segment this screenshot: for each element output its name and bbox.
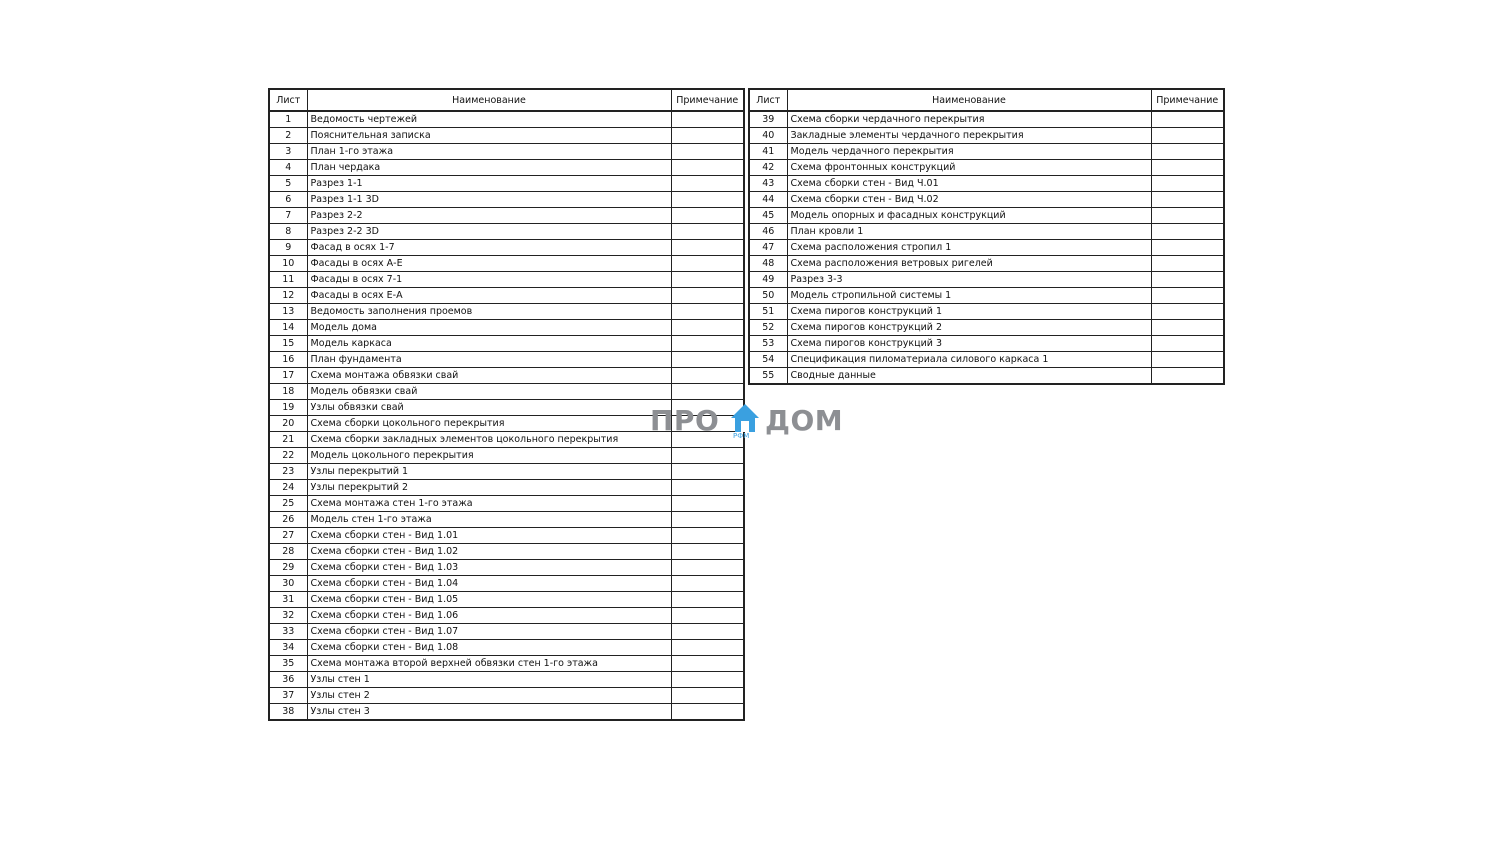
sheet-note-cell <box>1151 128 1224 144</box>
sheet-note-cell <box>1151 192 1224 208</box>
table-row <box>749 192 1224 208</box>
table-row <box>749 288 1224 304</box>
table-row <box>749 208 1224 224</box>
sheet-number-cell: 24 <box>269 480 307 496</box>
sheet-number-cell: 31 <box>269 592 307 608</box>
sheet-note-cell <box>671 704 744 721</box>
table-row <box>269 288 744 304</box>
sheet-number-cell: 38 <box>269 704 307 721</box>
sheet-note-cell <box>671 464 744 480</box>
sheet-note-cell <box>1151 272 1224 288</box>
sheet-name-cell: Разрез 2-2 3D <box>307 224 671 240</box>
table-row <box>269 272 744 288</box>
sheet-name-cell: Схема сборки стен - Вид 1.03 <box>307 560 671 576</box>
sheet-name-cell: Сводные данные <box>787 368 1151 385</box>
table-row <box>749 128 1224 144</box>
sheet-name-cell: Схема монтажа обвязки свай <box>307 368 671 384</box>
sheet-number-cell: 15 <box>269 336 307 352</box>
sheet-name-cell: Схема сборки стен - Вид 1.04 <box>307 576 671 592</box>
sheet-note-cell <box>671 144 744 160</box>
table-row <box>269 160 744 176</box>
table-row <box>749 368 1224 385</box>
table-row <box>269 656 744 672</box>
table-row <box>749 336 1224 352</box>
sheet-name-cell: Разрез 2-2 <box>307 208 671 224</box>
sheet-name-cell: Модель дома <box>307 320 671 336</box>
sheet-note-cell <box>671 688 744 704</box>
header-name: Наименование <box>787 89 1151 111</box>
sheet-name-cell: План чердака <box>307 160 671 176</box>
sheet-name-cell: Схема сборки чердачного перекрытия <box>787 111 1151 128</box>
sheet-note-cell <box>671 512 744 528</box>
sheet-note-cell <box>1151 368 1224 385</box>
sheet-number-cell: 53 <box>749 336 787 352</box>
sheet-note-cell <box>671 256 744 272</box>
table-row <box>749 272 1224 288</box>
sheet-note-cell <box>1151 176 1224 192</box>
table-row <box>269 576 744 592</box>
table-row <box>269 208 744 224</box>
sheet-number-cell: 47 <box>749 240 787 256</box>
sheet-name-cell: Разрез 1-1 3D <box>307 192 671 208</box>
sheet-number-cell: 17 <box>269 368 307 384</box>
sheet-name-cell: Фасады в осях 7-1 <box>307 272 671 288</box>
sheet-note-cell <box>671 480 744 496</box>
sheet-number-cell: 55 <box>749 368 787 385</box>
sheet-number-cell: 37 <box>269 688 307 704</box>
sheet-number-cell: 10 <box>269 256 307 272</box>
sheet-number-cell: 19 <box>269 400 307 416</box>
watermark-subtext: РФМ <box>733 432 750 440</box>
watermark-text-left: ПРО <box>650 404 720 437</box>
sheet-name-cell: Схема сборки стен - Вид 1.02 <box>307 544 671 560</box>
sheet-note-cell <box>1151 240 1224 256</box>
sheet-number-cell: 45 <box>749 208 787 224</box>
sheet-number-cell: 41 <box>749 144 787 160</box>
table-row <box>269 144 744 160</box>
sheet-name-cell: Разрез 1-1 <box>307 176 671 192</box>
table-row <box>269 336 744 352</box>
table-row <box>749 352 1224 368</box>
sheet-note-cell <box>671 192 744 208</box>
table-row <box>269 192 744 208</box>
table-header-row <box>269 89 744 111</box>
sheet-number-cell: 28 <box>269 544 307 560</box>
watermark-text-right: ДОМ <box>765 404 844 437</box>
table-row <box>269 368 744 384</box>
sheet-name-cell: Узлы стен 3 <box>307 704 671 721</box>
table-row <box>749 160 1224 176</box>
sheet-name-cell: Схема сборки цокольного перекрытия <box>307 416 671 432</box>
sheet-note-cell <box>671 448 744 464</box>
sheet-number-cell: 35 <box>269 656 307 672</box>
table-row <box>269 624 744 640</box>
sheet-number-cell: 46 <box>749 224 787 240</box>
sheet-note-cell <box>1151 256 1224 272</box>
drawing-list-table-right <box>748 88 1225 385</box>
sheet-note-cell <box>671 672 744 688</box>
sheet-name-cell: Схема пирогов конструкций 2 <box>787 320 1151 336</box>
sheet-name-cell: Модель чердачного перекрытия <box>787 144 1151 160</box>
sheet-note-cell <box>671 624 744 640</box>
sheet-note-cell <box>671 368 744 384</box>
sheet-number-cell: 27 <box>269 528 307 544</box>
table-row <box>749 256 1224 272</box>
sheet-number-cell: 21 <box>269 432 307 448</box>
sheet-number-cell: 18 <box>269 384 307 400</box>
sheet-name-cell: Узлы стен 2 <box>307 688 671 704</box>
sheet-number-cell: 22 <box>269 448 307 464</box>
sheet-name-cell: Узлы стен 1 <box>307 672 671 688</box>
sheet-note-cell <box>1151 111 1224 128</box>
sheet-number-cell: 5 <box>269 176 307 192</box>
sheet-note-cell <box>671 384 744 400</box>
sheet-note-cell <box>671 224 744 240</box>
sheet-name-cell: План 1-го этажа <box>307 144 671 160</box>
sheet-name-cell: Схема монтажа стен 1-го этажа <box>307 496 671 512</box>
sheet-number-cell: 8 <box>269 224 307 240</box>
sheet-note-cell <box>671 528 744 544</box>
sheet-number-cell: 6 <box>269 192 307 208</box>
sheet-name-cell: Схема пирогов конструкций 1 <box>787 304 1151 320</box>
sheet-note-cell <box>671 608 744 624</box>
sheet-number-cell: 33 <box>269 624 307 640</box>
table-row <box>269 320 744 336</box>
sheet-number-cell: 49 <box>749 272 787 288</box>
table-header-row <box>749 89 1224 111</box>
sheet-name-cell: Узлы перекрытий 1 <box>307 464 671 480</box>
sheet-name-cell: Фасад в осях 1-7 <box>307 240 671 256</box>
sheet-name-cell: План фундамента <box>307 352 671 368</box>
table-row <box>269 176 744 192</box>
sheet-note-cell <box>1151 336 1224 352</box>
sheet-name-cell: Узлы перекрытий 2 <box>307 480 671 496</box>
sheet-note-cell <box>1151 304 1224 320</box>
sheet-name-cell: Закладные элементы чердачного перекрытия <box>787 128 1151 144</box>
table-row <box>269 128 744 144</box>
sheet-number-cell: 11 <box>269 272 307 288</box>
sheet-name-cell: Модель цокольного перекрытия <box>307 448 671 464</box>
table-row <box>269 688 744 704</box>
sheet-number-cell: 25 <box>269 496 307 512</box>
sheet-note-cell <box>671 496 744 512</box>
sheet-name-cell: Разрез 3-3 <box>787 272 1151 288</box>
sheet-note-cell <box>671 320 744 336</box>
sheet-name-cell: Схема пирогов конструкций 3 <box>787 336 1151 352</box>
sheet-number-cell: 42 <box>749 160 787 176</box>
sheet-number-cell: 1 <box>269 111 307 128</box>
sheet-name-cell: Схема сборки закладных элементов цокольного перекрытия <box>307 432 671 448</box>
table-row <box>269 592 744 608</box>
sheet-note-cell <box>1151 208 1224 224</box>
header-note: Примечание <box>671 89 744 111</box>
sheet-name-cell: Ведомость чертежей <box>307 111 671 128</box>
sheet-note-cell <box>671 592 744 608</box>
header-note: Примечание <box>1151 89 1224 111</box>
sheet-number-cell: 43 <box>749 176 787 192</box>
sheet-name-cell: Схема монтажа второй верхней обвязки стен 1-го этажа <box>307 656 671 672</box>
sheet-number-cell: 23 <box>269 464 307 480</box>
sheet-name-cell: Модель опорных и фасадных конструкций <box>787 208 1151 224</box>
sheet-name-cell: Фасады в осях А-Е <box>307 256 671 272</box>
table-row <box>269 496 744 512</box>
sheet-note-cell <box>671 208 744 224</box>
table-row <box>269 704 744 721</box>
sheet-number-cell: 3 <box>269 144 307 160</box>
table-row <box>269 544 744 560</box>
table-row <box>749 176 1224 192</box>
sheet-name-cell: Схема сборки стен - Вид 1.06 <box>307 608 671 624</box>
sheet-note-cell <box>1151 320 1224 336</box>
sheet-number-cell: 9 <box>269 240 307 256</box>
table-row <box>269 560 744 576</box>
sheet-number-cell: 16 <box>269 352 307 368</box>
sheet-number-cell: 29 <box>269 560 307 576</box>
table-row <box>269 464 744 480</box>
table-row <box>749 144 1224 160</box>
sheet-name-cell: Фасады в осях Е-А <box>307 288 671 304</box>
table-row <box>269 111 744 128</box>
table-row <box>269 352 744 368</box>
sheet-note-cell <box>671 111 744 128</box>
sheet-note-cell <box>671 240 744 256</box>
table-row <box>269 672 744 688</box>
sheet-note-cell <box>671 560 744 576</box>
sheet-number-cell: 50 <box>749 288 787 304</box>
sheet-note-cell <box>671 288 744 304</box>
header-sheet: Лист <box>749 89 787 111</box>
sheet-note-cell <box>671 656 744 672</box>
table-row <box>269 448 744 464</box>
sheet-number-cell: 52 <box>749 320 787 336</box>
sheet-number-cell: 14 <box>269 320 307 336</box>
sheet-note-cell <box>1151 160 1224 176</box>
sheet-note-cell <box>671 304 744 320</box>
sheet-name-cell: План кровли 1 <box>787 224 1151 240</box>
sheet-name-cell: Схема сборки стен - Вид Ч.01 <box>787 176 1151 192</box>
sheet-note-cell <box>671 640 744 656</box>
table-body-right <box>749 111 1224 384</box>
sheet-note-cell <box>1151 352 1224 368</box>
table-row <box>269 640 744 656</box>
sheet-note-cell <box>1151 224 1224 240</box>
sheet-name-cell: Схема расположения стропил 1 <box>787 240 1151 256</box>
sheet-name-cell: Схема сборки стен - Вид 1.05 <box>307 592 671 608</box>
sheet-name-cell: Схема сборки стен - Вид 1.07 <box>307 624 671 640</box>
sheet-note-cell <box>671 272 744 288</box>
sheet-note-cell <box>1151 144 1224 160</box>
sheet-number-cell: 13 <box>269 304 307 320</box>
sheet-number-cell: 20 <box>269 416 307 432</box>
sheet-number-cell: 36 <box>269 672 307 688</box>
sheet-name-cell: Модель стен 1-го этажа <box>307 512 671 528</box>
table-row <box>269 384 744 400</box>
table-row <box>749 224 1224 240</box>
table-row <box>269 528 744 544</box>
header-sheet: Лист <box>269 89 307 111</box>
sheet-note-cell <box>671 544 744 560</box>
table-row <box>749 111 1224 128</box>
sheet-name-cell: Схема фронтонных конструкций <box>787 160 1151 176</box>
sheet-number-cell: 4 <box>269 160 307 176</box>
sheet-number-cell: 54 <box>749 352 787 368</box>
sheet-number-cell: 32 <box>269 608 307 624</box>
table-row <box>269 480 744 496</box>
sheet-name-cell: Пояснительная записка <box>307 128 671 144</box>
table-row <box>749 320 1224 336</box>
sheet-name-cell: Спецификация пиломатериала силового каркаса 1 <box>787 352 1151 368</box>
sheet-number-cell: 48 <box>749 256 787 272</box>
sheet-note-cell <box>671 336 744 352</box>
table-row <box>749 240 1224 256</box>
sheet-name-cell: Ведомость заполнения проемов <box>307 304 671 320</box>
pro-dom-watermark <box>650 402 850 442</box>
sheet-name-cell: Модель обвязки свай <box>307 384 671 400</box>
sheet-note-cell <box>671 160 744 176</box>
sheet-name-cell: Схема сборки стен - Вид 1.01 <box>307 528 671 544</box>
sheet-note-cell <box>671 128 744 144</box>
sheet-name-cell: Узлы обвязки свай <box>307 400 671 416</box>
sheet-number-cell: 39 <box>749 111 787 128</box>
sheet-note-cell <box>671 576 744 592</box>
sheet-note-cell <box>1151 288 1224 304</box>
sheet-number-cell: 34 <box>269 640 307 656</box>
table-row <box>749 304 1224 320</box>
sheet-name-cell: Схема расположения ветровых ригелей <box>787 256 1151 272</box>
header-name: Наименование <box>307 89 671 111</box>
sheet-number-cell: 44 <box>749 192 787 208</box>
sheet-number-cell: 2 <box>269 128 307 144</box>
table-row <box>269 240 744 256</box>
sheet-number-cell: 30 <box>269 576 307 592</box>
sheet-name-cell: Модель стропильной системы 1 <box>787 288 1151 304</box>
sheet-note-cell <box>671 176 744 192</box>
sheet-note-cell <box>671 352 744 368</box>
sheet-number-cell: 7 <box>269 208 307 224</box>
table-row <box>269 512 744 528</box>
table-row <box>269 224 744 240</box>
sheet-name-cell: Схема сборки стен - Вид 1.08 <box>307 640 671 656</box>
sheet-name-cell: Схема сборки стен - Вид Ч.02 <box>787 192 1151 208</box>
sheet-number-cell: 40 <box>749 128 787 144</box>
sheet-number-cell: 51 <box>749 304 787 320</box>
sheet-name-cell: Модель каркаса <box>307 336 671 352</box>
sheet-number-cell: 26 <box>269 512 307 528</box>
sheet-number-cell: 12 <box>269 288 307 304</box>
table-row <box>269 304 744 320</box>
table-row <box>269 608 744 624</box>
table-row <box>269 256 744 272</box>
